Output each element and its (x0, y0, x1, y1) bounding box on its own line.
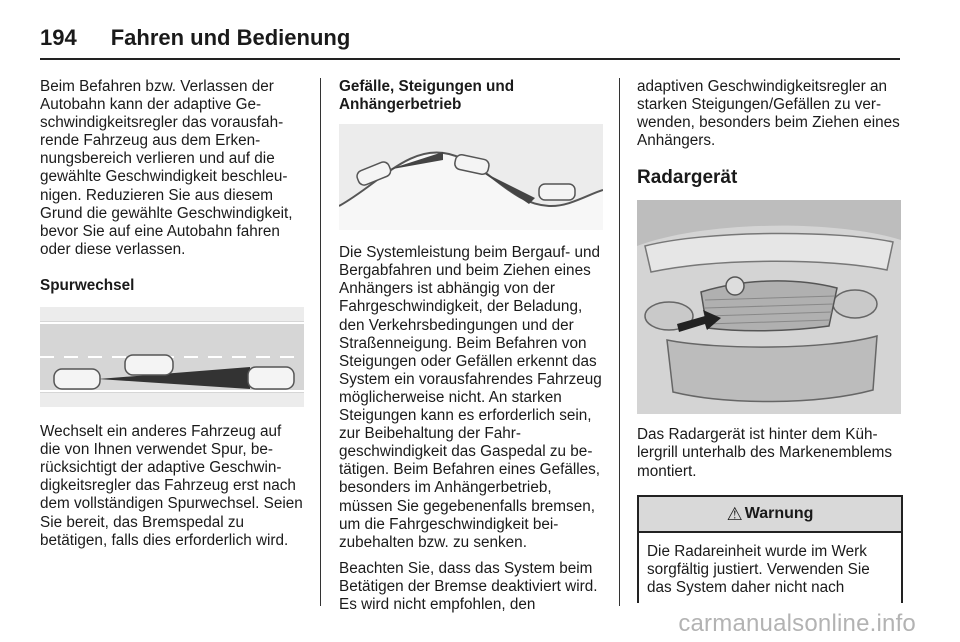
column-1 (40, 78, 304, 550)
warning-text: Die Radareinheit wurde im Werk sorgfältig justiert. Verwenden Sie das System daher nicht nach (647, 542, 870, 596)
warning-header (639, 497, 901, 533)
chapter-title: Fahren und Bedienung (110, 25, 351, 50)
lane-change-illustration (40, 307, 304, 407)
column-2 (339, 78, 603, 614)
paragraph-system-performance: Die Systemleistung beim Bergauf- und Bergabfahren und beim Ziehen eines Anhängers ist abhängig von der Fahrgeschwindigkeit, der Beladung, den Verkehrsbedingungen und der Straßenneigung. Beim Befahren von Steigungen oder Gefällen erkennt das System ein vorausfahrendes Fahrzeug möglicherweise nicht. An starken Steigungen kann es erforderlich sein, zur Beibehaltung der Fahrgeschwindigkeit das Gaspedal zu betätigen. Beim Befahren eines Gefälles, besonders im Anhängerbetrieb, müssen Sie gegebenenfalls bremsen, um die Fahrgeschwindigkeit beizubehalten bzw. zu senken. (339, 244, 602, 551)
page-header (40, 18, 900, 58)
column-divider (619, 78, 620, 606)
page-number: 194 (40, 25, 77, 50)
heading-radargeraet: Radargerät (637, 167, 738, 189)
warning-triangle-icon: ⚠ (726, 503, 743, 524)
slope-illustration (339, 124, 603, 230)
paragraph-spurwechsel: Wechselt ein anderes Fahrzeug auf die von Ihnen verwendet Spur, berücksichtigt der adaptive Geschwindigkeitsregler das Fahrzeug erst nach dem vollständigen Spurwechsel. Seien Sie bereit, das Bremspedal zu betätigen, falls dies erforderlich wird. (40, 423, 303, 549)
paragraph-autobahn: Beim Befahren bzw. Verlassen der Autobahn kann der adaptive Geschwindigkeitsregler das vorausfahrende Fahrzeug aus dem Erkennungsbereich verlieren und auf die gewählte Geschwindigkeit beschleunigen. Reduzieren Sie aus diesem Grund die gewählte Geschwindigkeit, bevor Sie auf eine Autobahn fahren oder diese verlassen. (40, 78, 293, 258)
heading-gefaelle: Gefälle, Steigungen und Anhängerbetrieb (339, 78, 515, 114)
column-divider (320, 78, 321, 606)
heading-spurwechsel: Spurwechsel (40, 276, 135, 294)
radar-location-photo (637, 200, 901, 414)
warning-title: Warnung (744, 504, 814, 522)
header-rule (40, 58, 900, 60)
paragraph-steep-slopes: adaptiven Geschwindigkeitsregler an starken Steigungen/Gefällen zu verwenden, besonders beim Ziehen eines Anhängers. (637, 78, 900, 150)
paragraph-radar-mounting: Das Radargerät ist hinter dem Kühlergrill unterhalb des Markenemblems montiert. (637, 426, 893, 480)
paragraph-brake-note: Beachten Sie, dass das System beim Betätigen der Bremse deaktiviert wird. Es wird nicht empfohlen, den (339, 559, 598, 613)
column-3 (637, 78, 901, 603)
watermark: carmanualsonline.info (678, 610, 916, 637)
warning-box (637, 495, 903, 603)
